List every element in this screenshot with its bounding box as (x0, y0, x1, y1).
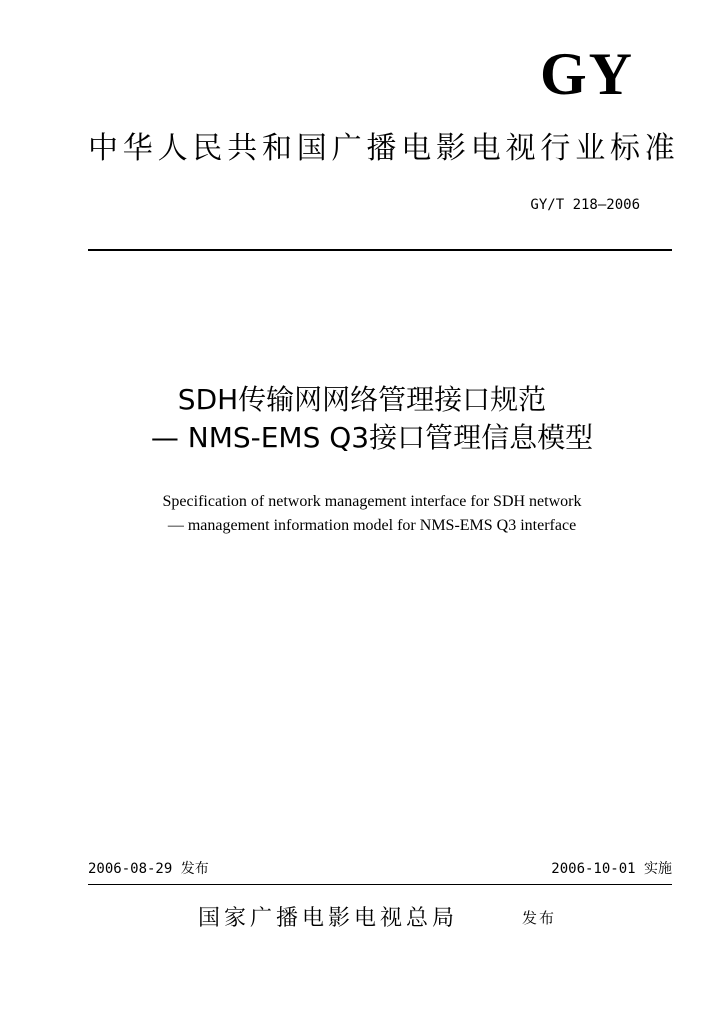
industry-standard-heading: 中华人民共和国广播电影电视行业标准 (88, 131, 680, 166)
header-divider (88, 249, 672, 251)
title-english-line-1: Specification of network management interface for SDH network (162, 493, 582, 510)
footer-divider (88, 884, 672, 885)
title-english-line-2: — management information model for NMS-EMS Q3 interface (167, 517, 577, 534)
title-chinese-line-2: — NMS-EMS Q3接口管理信息模型 (150, 421, 594, 454)
issuing-label: 发布 (522, 909, 557, 927)
standard-logo: GY (540, 41, 634, 107)
issue-date: 2006-08-29 发布 (88, 861, 209, 877)
standard-code: GY/T 218—2006 (530, 197, 640, 213)
issuing-authority: 国家广播电影电视总局 (198, 906, 459, 931)
title-chinese-line-1: SDH传输网网络管理接口规范 (177, 383, 547, 416)
implementation-date: 2006-10-01 实施 (551, 861, 672, 877)
